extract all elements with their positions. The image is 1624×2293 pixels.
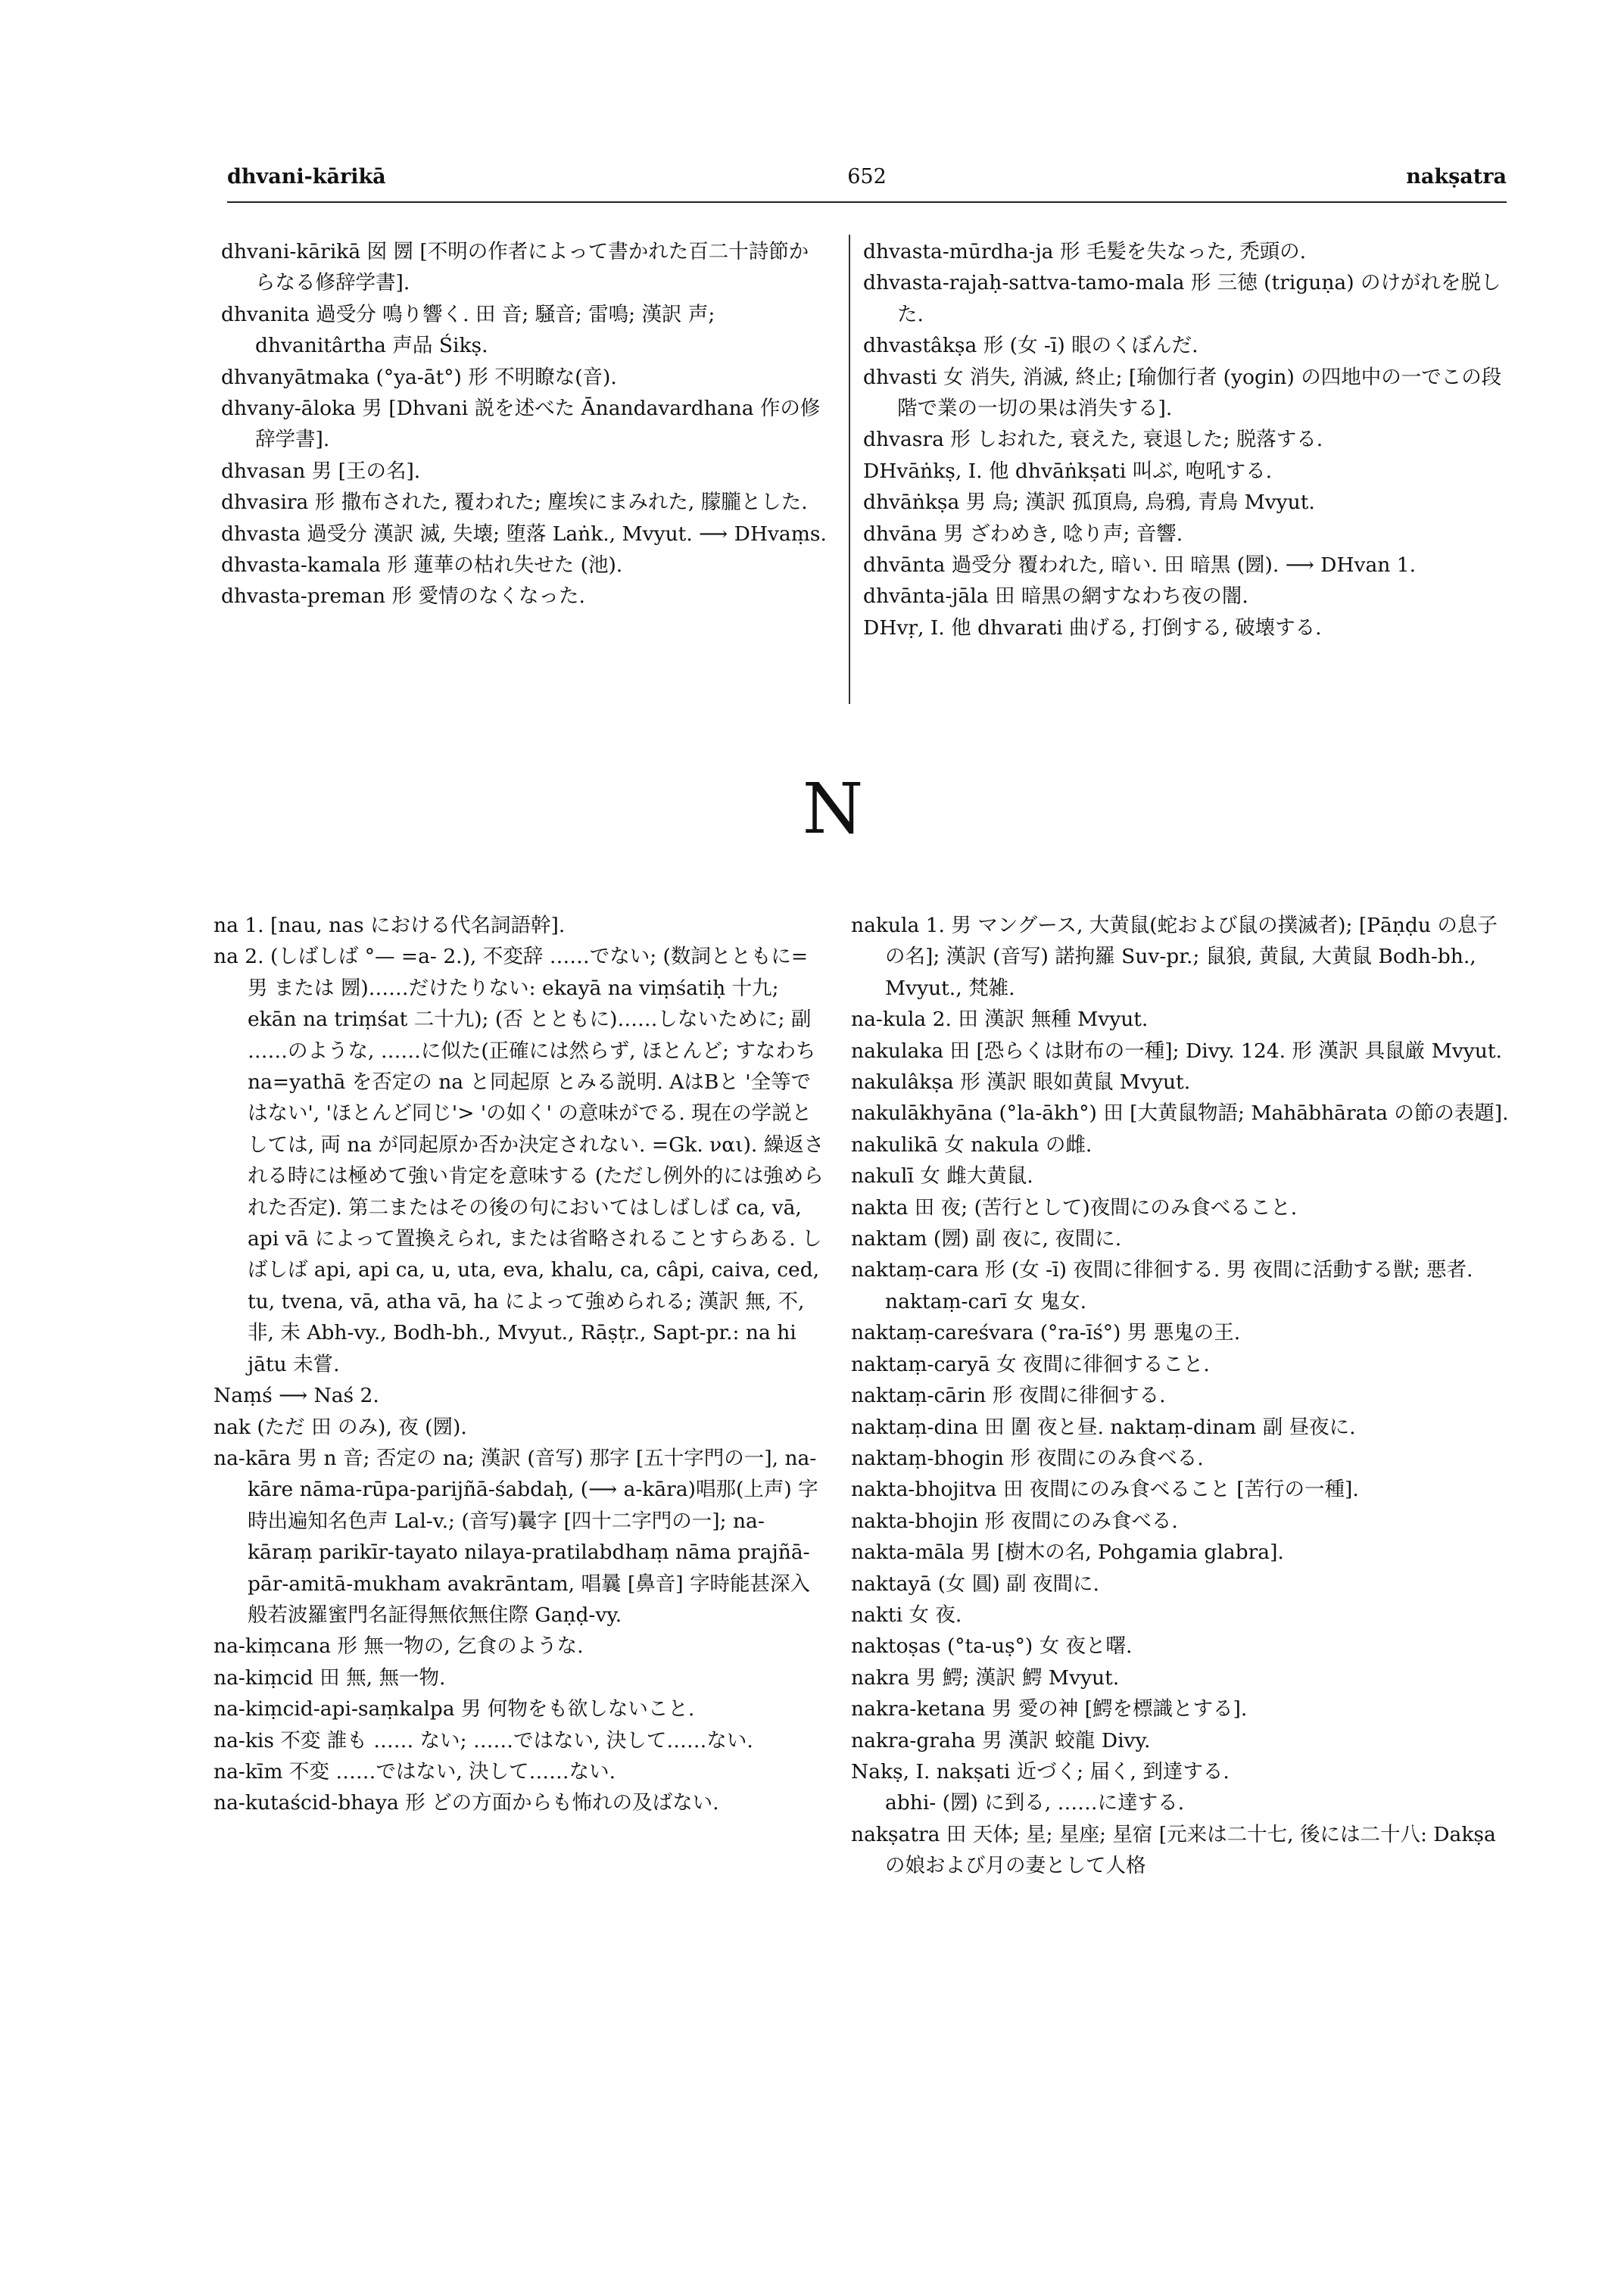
dictionary-entry: nakula 1. 男 マングース, 大黄鼠(蛇および鼠の撲滅者); [Pāṇḍu の息子の名]; 漢訳 (音写) 諾拘羅 Suv-pr.; 鼠狼, 黄鼠, 大黄鼠 Bodh-bh., Mvyut., 梵雑. [851, 914, 1498, 1000]
dictionary-entry: dhvastâkṣa 形 (女 -ī) 眼のくぼんだ. [863, 334, 1199, 358]
dictionary-entry: nakra-graha 男 漢訳 蛟龍 Divy. [851, 1728, 1151, 1752]
header-rule [227, 201, 1507, 203]
dictionary-entry: nakulākhyāna (°la-ākh°) 田 [大黄鼠物語; Mahābhārata の節の表題]. [851, 1101, 1509, 1126]
dictionary-entry: dhvani-kārikā 囡 圐 [不明の作者によって書かれた百二十詩節からなる修辞学書]. [221, 240, 809, 295]
dictionary-entry: na-kiṃcid 田 無, 無一物. [214, 1665, 446, 1690]
dictionary-entry: na 1. [nau, nas における代名詞語幹]. [214, 914, 566, 937]
dictionary-entry: nakṣatra 田 天体; 星; 星座; 星宿 [元来は二十七, 後には二十八: Dakṣa の娘および月の妻として人格 [851, 1822, 1496, 1878]
dictionary-entry: naktam (圐) 副 夜に, 夜間に. [851, 1227, 1122, 1251]
dictionary-entry: dhvasta-rajaḥ-sattva-tamo-mala 形 三徳 (triguṇa) のけがれを脱した. [863, 271, 1501, 326]
dictionary-entry: dhvāna 男 ざわめき, 唸り声; 音響. [863, 522, 1183, 546]
dictionary-entry: nakta 田 夜; (苦行として)夜間にのみ食べること. [851, 1195, 1298, 1220]
running-head-right: nakṣatra [1406, 165, 1507, 188]
dictionary-entry: na-kis 不変 誰も …… ない; ……ではない, 決して……ない. [214, 1728, 753, 1752]
page-number: 652 [847, 165, 887, 188]
dictionary-entry: dhvāṅkṣa 男 烏; 漢訳 孤頂鳥, 烏鴉, 青鳥 Mvyut. [863, 491, 1315, 515]
dictionary-entry: dhvānta 過受分 覆われた, 暗い. 田 暗黒 (圐). ⟶ DHvan 1. [863, 553, 1417, 578]
dictionary-entry: dhvasta-preman 形 愛情のなくなった. [221, 584, 585, 609]
top-right-column [863, 236, 1514, 643]
dictionary-entry: na-kāra 男 n 音; 否定の na; 漢訳 (音写) 那字 [五十字門の一], na-kāre nāma-rūpa-parijñā-śabdaḥ, (⟶ a-kāra)唱那(上声) 字時出遍知名色声 Lal-v.; (音写)曩字 [四十二字門の一]; na-kāraṃ parikīr-tayato nilaya-pratilabdhaṃ nāma prajñā-pār-amitā-mukham avakrāntam, 唱曩 [鼻音] 字時能甚深入般若波羅蜜門名証得無依無住際 Gaṇḍ-vy. [214, 1446, 818, 1627]
dictionary-entry: dhvanita 過受分 鳴り響く. 田 音; 騒音; 雷鳴; 漢訳 声; dhvanitârtha 声品 Śikṣ. [221, 302, 715, 358]
dictionary-entry: Nakṣ, I. nakṣati 近づく; 届く, 到達する. [851, 1759, 1230, 1784]
dictionary-entry: dhvasta-mūrdha-ja 形 毛髪を失なった, 禿頭の. [863, 240, 1307, 263]
dictionary-entry: nakta-bhojitva 田 夜間にのみ食べること [苦行の一種]. [851, 1478, 1359, 1502]
dictionary-entry: na-kutaścid-bhaya 形 どの方面からも怖れの及ばない. [214, 1791, 719, 1815]
dictionary-entry: na-kīm 不変 ……ではない, 決して……ない. [214, 1759, 616, 1784]
dictionary-entry: Naṃś ⟶ Naś 2. [214, 1384, 379, 1408]
dictionary-entry: na-kiṃcid-api-saṃkalpa 男 何物をも欲しないこと. [214, 1697, 695, 1721]
dictionary-subentry: abhi- (圐) に到る, ……に達する. [885, 1791, 1185, 1815]
dictionary-entry: na-kiṃcana 形 無一物の, 乞食のような. [214, 1634, 584, 1659]
running-head-left: dhvani-kārikā [227, 165, 386, 188]
top-left-column [221, 236, 827, 612]
dictionary-entry: naktaṃ-dina 田 圍 夜と昼. naktaṃ-dinam 副 昼夜に. [851, 1415, 1356, 1439]
dictionary-entry: nakulikā 女 nakula の雌. [851, 1132, 1093, 1157]
dictionary-entry: naktayā (女 圓) 副 夜間に. [851, 1572, 1099, 1596]
dictionary-entry: nak (ただ 田 のみ), 夜 (圐). [214, 1415, 467, 1439]
dictionary-entry: nakulaka 田 [恐らくは財布の一種]; Divy. 124. 形 漢訳 具鼠厳 Mvyut. [851, 1039, 1502, 1063]
dictionary-entry: dhvasan 男 [王の名]. [221, 459, 421, 483]
dictionary-entry: dhvasira 形 撒布された, 覆われた; 塵埃にまみれた, 朦朧とした. [221, 491, 808, 515]
dictionary-entry: naktaṃ-careśvara (°ra-īś°) 男 悪鬼の王. [851, 1321, 1241, 1345]
dictionary-entry: dhvasti 女 消失, 消滅, 終止; [瑜伽行者 (yogin) の四地中の一でこの段階で業の一切の果は消失する]. [863, 365, 1502, 421]
dictionary-entry: nakra-ketana 男 愛の神 [鰐を標識とする]. [851, 1697, 1248, 1721]
dictionary-entry: dhvasta 過受分 漢訳 滅, 失壊; 堕落 Laṅk., Mvyut. ⟶ DHvaṃs. [221, 522, 827, 546]
bottom-right-column [851, 910, 1517, 1882]
dictionary-entry: dhvānta-jāla 田 暗黒の網すなわち夜の闇. [863, 584, 1248, 609]
dictionary-entry: nakra 男 鰐; 漢訳 鰐 Mvyut. [851, 1665, 1120, 1690]
page-header [227, 165, 1507, 203]
dictionary-entry: nakti 女 夜. [851, 1603, 962, 1627]
dictionary-entry: DHvāṅkṣ, I. 他 dhvāṅkṣati 叫ぶ, 咆吼する. [863, 459, 1273, 483]
dictionary-entry: naktaṃ-bhogin 形 夜間にのみ食べる. [851, 1446, 1204, 1470]
dictionary-entry: nakta-bhojin 形 夜間にのみ食べる. [851, 1509, 1178, 1533]
bottom-left-column [214, 910, 827, 1819]
dictionary-entry: DHvṛ, I. 他 dhvarati 曲げる, 打倒する, 破壊する. [863, 615, 1322, 640]
dictionary-entry: nakulâkṣa 形 漢訳 眼如黄鼠 Mvyut. [851, 1070, 1191, 1095]
dictionary-entry: dhvanyātmaka (°ya-āt°) 形 不明瞭な(音). [221, 365, 617, 389]
dictionary-entry: nakta-māla 男 [樹木の名, Pohgamia glabra]. [851, 1541, 1284, 1565]
dictionary-entry: nakulī 女 雌大黄鼠. [851, 1164, 1033, 1189]
dictionary-entry: dhvany-āloka 男 [Dhvani 説を述べた Ānandavardhana 作の修辞学書]. [221, 397, 821, 452]
dictionary-entry: naktoṣas (°ta-uṣ°) 女 夜と曙. [851, 1634, 1133, 1659]
dictionary-entry: na-kula 2. 田 漢訳 無種 Mvyut. [851, 1008, 1149, 1032]
dictionary-entry: dhvasra 形 しおれた, 衰えた, 衰退した; 脱落する. [863, 428, 1323, 452]
dictionary-entry: na 2. (しばしば °— =a- 2.), 不変辞 ……でない; (数詞とともに=男 または 圐)……だけたりない: ekayā na viṃśatiḥ 十九; ekān na triṃśat 二十九); (否 とともに)……しないために; 副 ……のような, ……に似た(正確には然らず, ほとんど; すなわち na=yathā を否定の na と同起原 とみる説明. AはBと '全等ではない', 'ほとんど同じ'> 'の如く' の意味がでる. 現在の学説としては, 両 na が同起原か否か決定されない. =Gk. ναι). 繰返される時には極めて強い肯定を意味する (ただし例外的には強められた否定). 第二またはその後の句においてはしばしば ca, vā, api vā によって置換えられ, または省略されることすらある. しばしば api, api ca, u, uta, eva, khalu, ca, câpi, caiva, ced, tu, tvena, vā, atha vā, ha によって強められる; 漢訳 無, 不, 非, 未 Abh-vy., Bodh-bh., Mvyut., Rāṣṭr., Sapt-pr.: na hi jātu 未嘗. [214, 945, 824, 1376]
dictionary-entry: naktaṃ-cara 形 (女 -ī) 夜間に徘徊する. 男 夜間に活動する獣; 悪者. naktaṃ-carī 女 鬼女. [851, 1258, 1473, 1313]
column-divider [849, 235, 850, 704]
section-letter: N [802, 768, 864, 849]
dictionary-entry: naktaṃ-cārin 形 夜間に徘徊する. [851, 1384, 1166, 1408]
dictionary-entry: naktaṃ-caryā 女 夜間に徘徊すること. [851, 1352, 1210, 1376]
dictionary-entry: dhvasta-kamala 形 蓮華の枯れ失せた (池). [221, 553, 623, 578]
